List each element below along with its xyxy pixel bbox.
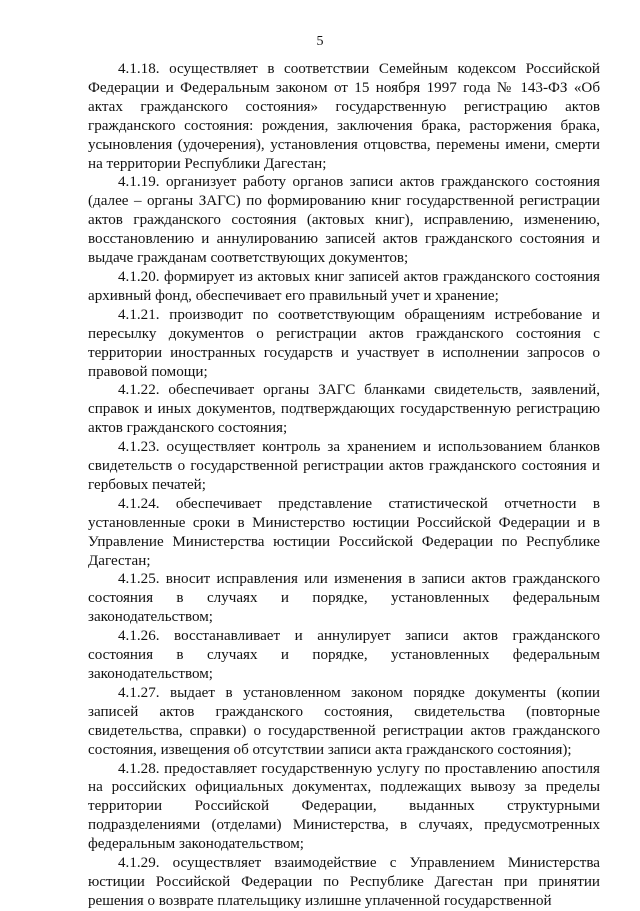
paragraph-4-1-23: 4.1.23. осуществляет контроль за хранением и использованием бланков свидетельств о государственной регистрации актов гражданского состояния и гербовых печатей; <box>88 439 600 493</box>
page-number: 5 <box>316 34 324 49</box>
paragraph-4-1-27: 4.1.27. выдает в установленном законом порядке документы (копии записей актов гражданского состояния, свидетельства (повторные свидетельства, справки) о государственной регистрации актов гражданского состояния, извещения об отсутствии записи акта гражданского состояния); <box>88 684 600 758</box>
paragraph-4-1-28: 4.1.28. предоставляет государственную услугу по проставлению апостиля на российских официальных документах, подлежащих вывозу за пределы территории Российской Федерации, выданных структурными подразделениями (отделами) Министерства, в случаях, предусмотренных федеральным законодательством; <box>88 760 600 853</box>
paragraph-4-1-19: 4.1.19. организует работу органов записи актов гражданского состояния (далее – органы ЗАГС) по формированию книг государственной регистрации актов гражданского состояния (актовых книг), исправлению, изменению, восстановлению и аннулированию записей актов гражданского состояния и выдаче гражданам соответствующих документов; <box>88 174 600 267</box>
paragraph-4-1-25: 4.1.25. вносит исправления или изменения в записи актов гражданского состояния в случаях и порядке, установленных федеральным законодательством; <box>88 571 600 626</box>
paragraph-4-1-20: 4.1.20. формирует из актовых книг записей актов гражданского состояния архивный фонд, обеспечивает его правильный учет и хранение; <box>88 268 600 304</box>
paragraph-4-1-29: 4.1.29. осуществляет взаимодействие с Управлением Министерства юстиции Российской Федерации по Республике Дагестан при принятии решения о возврате плательщику излишне уплаченной государственной <box>88 855 600 909</box>
paragraph-4-1-21: 4.1.21. производит по соответствующим обращениям истребование и пересылку документов о регистрации актов гражданского состояния с территории иностранных государств и участвует в исполнении запросов о правовой помощи; <box>88 306 600 380</box>
document-body <box>88 60 600 911</box>
paragraph-4-1-24: 4.1.24. обеспечивает представление статистической отчетности в установленные сроки в Министерство юстиции Российской Федерации и в Управление Министерства юстиции Российской Федерации по Республике Дагестан; <box>88 495 600 569</box>
paragraph-4-1-18: 4.1.18. осуществляет в соответствии Семейным кодексом Российской Федерации и Федеральным законом от 15 ноября 1997 года № 143-ФЗ «Об актах гражданского состояния» государственную регистрацию актов гражданского состояния: рождения, заключения брака, расторжения брака, усыновления (удочерения), установления отцовства, перемены имени, смерти на территории Республики Дагестан; <box>88 61 600 172</box>
paragraph-4-1-22: 4.1.22. обеспечивает органы ЗАГС бланками свидетельств, заявлений, справок и иных документов, подтверждающих государственную регистрацию актов гражданского состояния; <box>88 382 600 437</box>
paragraph-4-1-26: 4.1.26. восстанавливает и аннулирует записи актов гражданского состояния в случаях и порядке, установленных федеральным законодательством; <box>88 628 600 682</box>
